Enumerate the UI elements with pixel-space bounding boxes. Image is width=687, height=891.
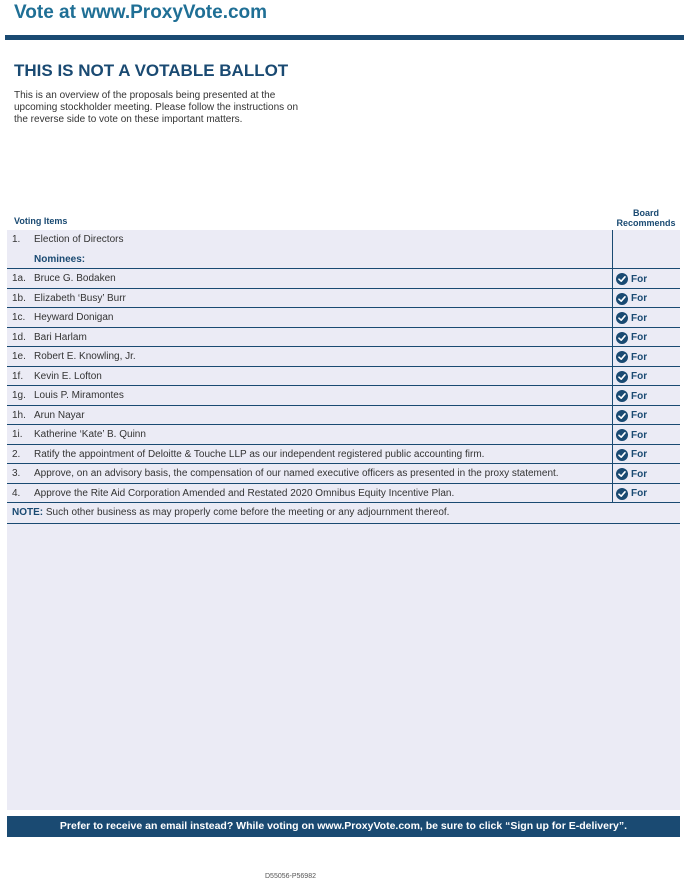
check-circle-icon (616, 468, 628, 480)
item-number: 1c. (12, 312, 26, 323)
note-body: Such other business as may properly come before the meeting or any adjournment thereof. (43, 507, 450, 518)
voting-item-row (7, 230, 680, 250)
item-number: 1e. (12, 351, 26, 362)
recommendation-cell (612, 328, 680, 347)
recommendation (616, 488, 647, 500)
item-text: Approve the Rite Aid Corporation Amended and Restated 2020 Omnibus Equity Incentive Plan. (34, 487, 455, 499)
item-text: Elizabeth ‘Busy’ Burr (34, 292, 126, 304)
check-circle-icon (616, 410, 628, 422)
recommendation-cell (612, 484, 680, 503)
recommendation-label: For (631, 468, 648, 480)
item-number: 1. (12, 234, 21, 245)
intro-line: upcoming stockholder meeting. Please follow the instructions on (14, 102, 299, 113)
check-circle-icon (616, 488, 628, 500)
item-text: Robert E. Knowling, Jr. (34, 351, 136, 362)
item-text: Ratify the appointment of Deloitte & Touche LLP as our independent registered public accounting firm. (34, 448, 485, 460)
board-header-line: Board (632, 208, 659, 218)
recommendation (616, 351, 647, 363)
recommendation-cell (612, 367, 680, 386)
recommendation (616, 312, 647, 324)
item-number: 4. (12, 487, 21, 499)
recommendation-label: For (631, 273, 648, 285)
item-text: Kevin E. Lofton (34, 370, 102, 382)
item-number: 2. (12, 448, 21, 460)
recommendation (616, 273, 647, 285)
check-circle-icon (616, 332, 628, 344)
recommendation-cell (612, 308, 680, 327)
recommendation (616, 449, 647, 461)
note-label: NOTE: (12, 507, 44, 518)
nominees-label: Nominees: (34, 253, 86, 265)
recommendation (616, 293, 647, 305)
check-circle-icon (616, 312, 628, 324)
item-number: 1g. (12, 390, 26, 401)
recommendation-label: For (631, 410, 648, 421)
voting-items-table (7, 230, 680, 524)
voting-item-row (7, 464, 680, 484)
item-number: 1f. (12, 370, 24, 382)
recommendation (616, 332, 647, 344)
intro-text (14, 90, 344, 126)
recommendation-cell (612, 386, 680, 405)
item-text: Arun Nayar (34, 409, 85, 421)
board-header-line: Recommends (616, 218, 676, 228)
recommendation-label: For (631, 332, 648, 343)
board-recommends-header (611, 208, 681, 228)
intro-line: This is an overview of the proposals being presented at the (14, 90, 276, 101)
voting-item-row (7, 347, 680, 367)
recommendation-cell (612, 425, 680, 444)
voting-item-row (7, 308, 680, 328)
item-number: 1d. (12, 331, 26, 343)
header-divider (5, 35, 684, 40)
recommendation-cell (612, 289, 680, 308)
recommendation-label: For (631, 351, 648, 363)
recommendation-label: For (631, 488, 648, 499)
item-text: Election of Directors (34, 234, 124, 245)
recommendation-cell (612, 230, 680, 250)
header-title: Vote at www.ProxyVote.com (14, 2, 268, 23)
edelivery-banner: Prefer to receive an email instead? While voting on www.ProxyVote.com, be sure to click “Sign up for E-delivery”. (7, 816, 680, 837)
check-circle-icon (616, 449, 628, 461)
intro-line: the reverse side to vote on these important matters. (14, 114, 243, 125)
voting-item-row (7, 328, 680, 348)
recommendation-cell (612, 347, 680, 366)
item-text: Heyward Donigan (34, 312, 114, 323)
check-circle-icon (616, 351, 628, 363)
voting-item-row (7, 445, 680, 465)
recommendation-cell (612, 269, 680, 288)
item-number: 1b. (12, 292, 26, 304)
voting-item-row (7, 484, 680, 504)
recommendation-label: For (631, 371, 648, 382)
recommendation-cell (612, 406, 680, 425)
recommendation-label: For (631, 312, 648, 324)
item-text: Bruce G. Bodaken (34, 273, 116, 284)
item-text: Louis P. Miramontes (34, 390, 124, 401)
voting-item-row (7, 269, 680, 289)
item-number: 1h. (12, 409, 26, 421)
voting-item-row (7, 250, 680, 270)
document-code: D55056-P56982 (265, 873, 316, 880)
recommendation-label: For (631, 429, 648, 441)
check-circle-icon (616, 273, 628, 285)
item-number: 1i. (12, 429, 23, 440)
voting-item-row (7, 289, 680, 309)
recommendation (616, 429, 647, 441)
voting-item-row (7, 425, 680, 445)
recommendation-cell (612, 445, 680, 464)
recommendation (616, 410, 647, 422)
recommendation-label: For (631, 449, 648, 460)
note-text (12, 507, 449, 518)
note-row (7, 503, 680, 524)
check-circle-icon (616, 293, 628, 305)
recommendation-label: For (631, 390, 648, 402)
voting-item-row (7, 367, 680, 387)
recommendation-cell (612, 250, 680, 269)
voting-items-header: Voting Items (14, 216, 68, 226)
recommendation (616, 371, 647, 383)
check-circle-icon (616, 371, 628, 383)
recommendation (616, 390, 647, 402)
item-number: 1a. (12, 273, 26, 284)
item-text: Bari Harlam (34, 331, 87, 343)
item-text: Approve, on an advisory basis, the compensation of our named executive officers as presented in the proxy statement. (34, 468, 559, 479)
item-number: 3. (12, 468, 21, 479)
check-circle-icon (616, 429, 628, 441)
voting-item-row (7, 386, 680, 406)
check-circle-icon (616, 390, 628, 402)
recommendation-label: For (631, 293, 648, 304)
recommendation-cell (612, 464, 680, 483)
voting-item-row (7, 406, 680, 426)
recommendation (616, 468, 647, 480)
item-text: Katherine ‘Kate’ B. Quinn (34, 429, 146, 440)
ballot-title: THIS IS NOT A VOTABLE BALLOT (14, 61, 289, 80)
